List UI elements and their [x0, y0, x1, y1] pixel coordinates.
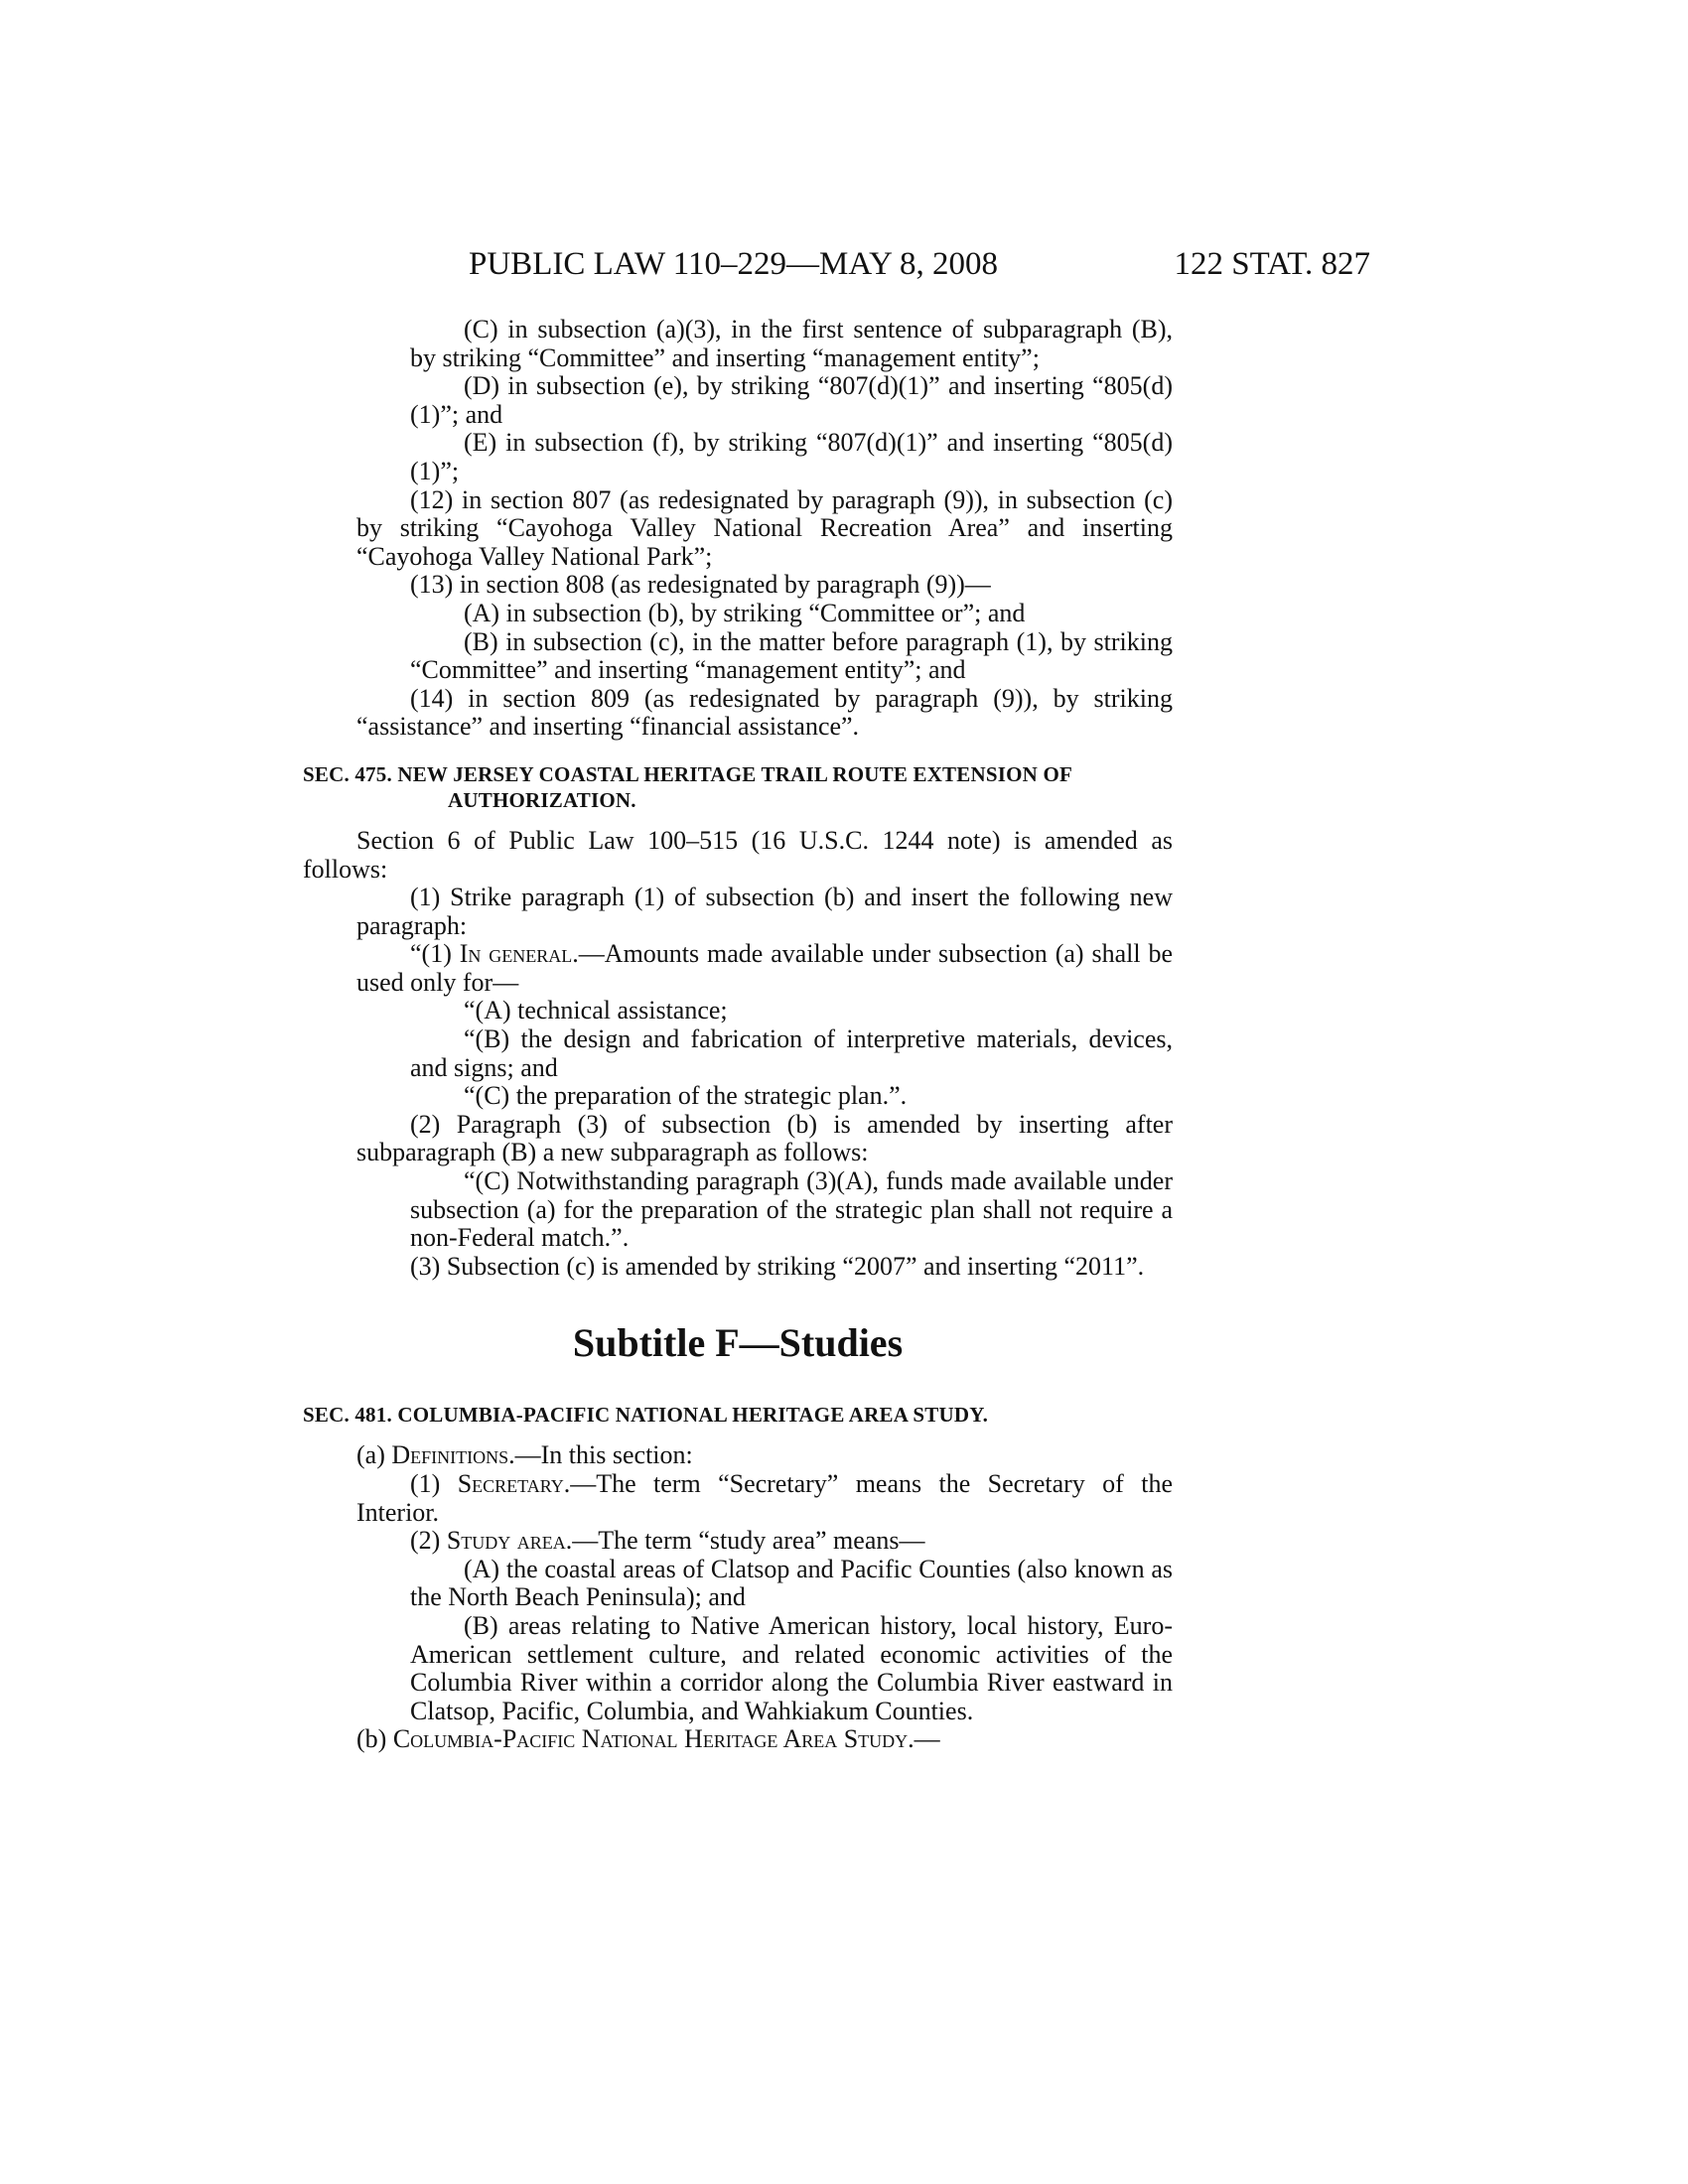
small-caps-heading: Columbia-Pacific National Heritage Area Study [392, 1724, 909, 1754]
section-475-quoted-para-2C: “(C) Notwithstanding paragraph (3)(A), funds made available under subsection (a) for the preparation of the strategic plan shall not require a non-Federal match.”. [410, 1166, 1173, 1253]
small-caps-heading: Study area [446, 1526, 566, 1556]
quote-rest: .—Amounts made available under subsection (a) shall be used only for— [356, 939, 1173, 997]
section-481-a1 [303, 1470, 1173, 1527]
rest: .—The term “Secretary” means the Secretary of the Interior. [356, 1469, 1173, 1527]
small-caps-heading: Definitions [391, 1440, 509, 1470]
rest: .—In this section: [508, 1440, 693, 1470]
section-481-subsection-a [303, 1441, 1173, 1470]
section-481-a2-B: (B) areas relating to Native American history, local history, Euro-American settlement culture, and related economic activities of the Columbia River within a corridor along the Columbia River eastward in Clatsop, Pacific, Columbia, and Wahkiakum Counties. [410, 1610, 1173, 1725]
rest: .—The term “study area” means— [565, 1526, 925, 1556]
section-475-quoted-B: “(B) the design and fabrication of interpretive materials, devices, and signs; and [410, 1024, 1173, 1082]
paragraph-12: (12) in section 807 (as redesignated by paragraph (9)), in subsection (c) by striking “Cayohoga Valley National Recreation Area” and inserting “Cayohoga Valley National Park”; [356, 484, 1173, 571]
lead: (b) [356, 1724, 393, 1754]
section-475-para-1: (1) Strike paragraph (1) of subsection (b) and insert the following new paragraph: [356, 883, 1173, 940]
section-481-a2 [303, 1527, 1173, 1556]
section-481-a2-A: (A) the coastal areas of Clatsop and Pacific Counties (also known as the North Beach Peninsula); and [410, 1554, 1173, 1612]
paragraph-14: (14) in section 809 (as redesignated by paragraph (9)), by striking “assistance” and inserting “financial assistance”. [356, 683, 1173, 742]
section-475-quoted-para-1 [303, 940, 1173, 997]
paragraph-13B: (B) in subsection (c), in the matter before paragraph (1), by striking “Committee” and inserting “management entity”; and [410, 626, 1173, 685]
paragraph-11E: (E) in subsection (f), by striking “807(d)(1)” and inserting “805(d)(1)”; [410, 428, 1173, 485]
rest: .— [908, 1724, 940, 1754]
section-475-heading: SEC. 475. NEW JERSEY COASTAL HERITAGE TRAIL ROUTE EXTENSION OF AUTHORIZATION. [303, 761, 1072, 812]
subtitle-heading: Subtitle F—Studies [572, 1320, 904, 1366]
small-caps-heading: In general [459, 939, 573, 969]
section-475-quoted-C: “(C) the preparation of the strategic plan.”. [464, 1081, 908, 1111]
paragraph-11D: (D) in subsection (e), by striking “807(d)(1)” and inserting “805(d)(1)”; and [410, 371, 1173, 429]
paragraph-11C: (C) in subsection (a)(3), in the first sentence of subparagraph (B), by striking “Committee” and inserting “management entity”; [410, 315, 1173, 372]
section-481-subsection-b [303, 1725, 1173, 1754]
header-stat-page: 122 STAT. 827 [1174, 246, 1370, 282]
section-481-heading: SEC. 481. COLUMBIA-PACIFIC NATIONAL HERITAGE AREA STUDY. [303, 1403, 989, 1428]
lead: (1) [410, 1469, 458, 1498]
paragraph-13A: (A) in subsection (b), by striking “Committee or”; and [464, 598, 1026, 627]
section-475-intro: Section 6 of Public Law 100–515 (16 U.S.C. 1244 note) is amended as follows: [303, 825, 1173, 884]
lead: (a) [356, 1440, 392, 1470]
document-body [303, 316, 1173, 1754]
section-475-para-2: (2) Paragraph (3) of subsection (b) is amended by inserting after subparagraph (B) a new subparagraph as follows: [356, 1109, 1173, 1167]
paragraph-13: (13) in section 808 (as redesignated by paragraph (9))— [410, 570, 991, 600]
quote-lead: “(1) [410, 939, 460, 969]
header-law-citation: PUBLIC LAW 110–229—MAY 8, 2008 [469, 246, 999, 282]
lead: (2) [410, 1526, 447, 1556]
section-475-para-3: (3) Subsection (c) is amended by striking “2007” and inserting “2011”. [410, 1251, 1145, 1281]
section-475-quoted-A: “(A) technical assistance; [464, 996, 728, 1025]
small-caps-heading: Secretary [457, 1469, 564, 1498]
